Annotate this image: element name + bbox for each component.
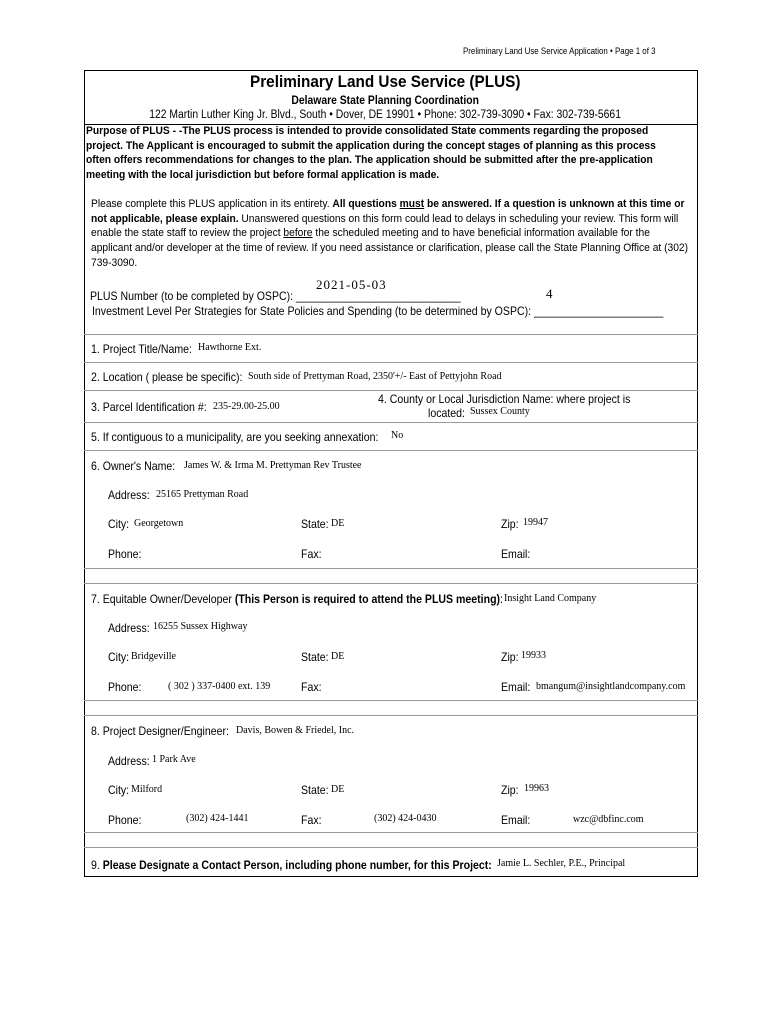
rule-q7-end bbox=[84, 700, 698, 701]
owner-email-label: Email: bbox=[501, 547, 531, 561]
engineer-city-field[interactable]: Milford bbox=[131, 784, 163, 795]
owner-address-field[interactable]: 25165 Prettyman Road bbox=[156, 489, 249, 500]
rule-q6 bbox=[84, 450, 698, 451]
developer-address-label: Address: bbox=[108, 621, 150, 635]
rule-q5 bbox=[84, 422, 698, 423]
developer-phone-label: Phone: bbox=[108, 680, 142, 694]
owner-phone-label: Phone: bbox=[108, 547, 142, 561]
developer-zip-field[interactable]: 19933 bbox=[521, 650, 546, 661]
owner-zip-label: Zip: bbox=[501, 517, 519, 531]
plus-date-field[interactable]: 2021-05-03 bbox=[316, 277, 387, 292]
rule-bottom bbox=[84, 876, 698, 877]
developer-fax-label: Fax: bbox=[301, 680, 322, 694]
rule-q9 bbox=[84, 847, 698, 848]
purpose-text: Purpose of PLUS - -The PLUS process is intended to provide consolidated State comments regarding the proposed project. The Applicant is encouraged to submit the application during the concept stages of planning as this process often offers recommendations for changes to the plan. The application should be submitted after the pre-application meeting with the local jurisdiction but before formal application is made. bbox=[86, 125, 656, 182]
developer-address-field[interactable]: 16255 Sussex Highway bbox=[153, 621, 248, 632]
instructions: Please complete this PLUS application in its entirety. All questions must be answered. If a question is unknown at this time or not applicable, please explain. Unanswered questions on this form could lead to delays in scheduling your review. This form will enable the state staff to review the project before the scheduled meeting and to have beneficial information available for the applicant and/or developer at the time of review. If you need assistance or clarification, please call the State Planning Office at (302) 739-3090. bbox=[91, 198, 689, 269]
engineer-fax-field[interactable]: (302) 424-0430 bbox=[374, 813, 437, 824]
annexation-field[interactable]: No bbox=[391, 430, 404, 441]
owner-zip-field[interactable]: 19947 bbox=[523, 517, 548, 528]
q8-label: 8. Project Designer/Engineer: bbox=[91, 724, 229, 738]
q6-label: 6. Owner's Name: bbox=[91, 459, 176, 473]
engineer-name-field[interactable]: Davis, Bowen & Friedel, Inc. bbox=[236, 725, 355, 736]
owner-state-field[interactable]: DE bbox=[331, 518, 345, 529]
engineer-zip-field[interactable]: 19963 bbox=[524, 783, 549, 794]
developer-email-field[interactable]: bmangum@insightlandcompany.com bbox=[536, 681, 686, 692]
developer-city-label: City: bbox=[108, 650, 130, 664]
agency-name: Delaware State Planning Coordination bbox=[291, 95, 479, 107]
owner-name-field[interactable]: James W. & Irma M. Prettyman Rev Trustee bbox=[184, 460, 362, 471]
q1-label: 1. Project Title/Name: bbox=[91, 342, 192, 356]
project-title-field[interactable]: Hawthorne Ext. bbox=[198, 342, 262, 353]
owner-city-field[interactable]: Georgetown bbox=[134, 518, 184, 529]
engineer-state-label: State: bbox=[301, 783, 329, 797]
owner-fax-label: Fax: bbox=[301, 547, 322, 561]
owner-address-label: Address: bbox=[108, 488, 150, 502]
engineer-phone-label: Phone: bbox=[108, 813, 142, 827]
developer-state-label: State: bbox=[301, 650, 329, 664]
q4-label: 4. County or Local Jurisdiction Name: where project is bbox=[378, 392, 631, 406]
developer-state-field[interactable]: DE bbox=[331, 651, 345, 662]
investment-level-label: Investment Level Per Strategies for State Policies and Spending (to be determined by OSPC): ______________________ bbox=[92, 304, 664, 318]
investment-level-field[interactable]: 4 bbox=[546, 286, 554, 301]
rule-q8-end bbox=[84, 832, 698, 833]
q3-label: 3. Parcel Identification #: bbox=[91, 400, 207, 414]
developer-email-label: Email: bbox=[501, 680, 531, 694]
form-title: Preliminary Land Use Service (PLUS) bbox=[249, 72, 521, 91]
q4-located-label: located: bbox=[428, 406, 465, 420]
q7-label: 7. Equitable Owner/Developer (This Person is required to attend the PLUS meeting): bbox=[91, 592, 503, 606]
developer-name-field[interactable]: Insight Land Company bbox=[504, 593, 597, 604]
rule-q8 bbox=[84, 715, 698, 716]
engineer-address-label: Address: bbox=[108, 754, 150, 768]
developer-phone-field[interactable]: ( 302 ) 337-0400 ext. 139 bbox=[168, 681, 271, 692]
jurisdiction-field[interactable]: Sussex County bbox=[470, 406, 530, 417]
contact-person-field[interactable]: Jamie L. Sechler, P.E., Principal bbox=[497, 858, 626, 869]
agency-address: 122 Martin Luther King Jr. Blvd., South • Dover, DE 19901 • Phone: 302-739-3090 • Fax: 302-739-5661 bbox=[149, 109, 621, 121]
engineer-address-field[interactable]: 1 Park Ave bbox=[152, 754, 196, 765]
rule-q6-end bbox=[84, 568, 698, 569]
developer-city-field[interactable]: Bridgeville bbox=[131, 651, 176, 662]
engineer-fax-label: Fax: bbox=[301, 813, 322, 827]
engineer-city-label: City: bbox=[108, 783, 130, 797]
owner-state-label: State: bbox=[301, 517, 329, 531]
q5-label: 5. If contiguous to a municipality, are you seeking annexation: bbox=[91, 430, 379, 444]
engineer-phone-field[interactable]: (302) 424-1441 bbox=[186, 813, 249, 824]
parcel-id-field[interactable]: 235-29.00-25.00 bbox=[213, 401, 280, 412]
page-header bbox=[463, 46, 682, 56]
engineer-email-label: Email: bbox=[501, 813, 531, 827]
developer-zip-label: Zip: bbox=[501, 650, 519, 664]
rule-q2 bbox=[84, 362, 698, 363]
location-field[interactable]: South side of Prettyman Road, 2350'+/- East of Pettyjohn Road bbox=[248, 371, 502, 382]
engineer-zip-label: Zip: bbox=[501, 783, 519, 797]
engineer-email-field[interactable]: wzc@dbfinc.com bbox=[573, 814, 644, 825]
engineer-state-field[interactable]: DE bbox=[331, 784, 345, 795]
q9-label: 9. Please Designate a Contact Person, including phone number, for this Project: bbox=[91, 858, 492, 872]
owner-city-label: City: bbox=[108, 517, 130, 531]
rule-q1 bbox=[84, 334, 698, 335]
plus-number-label: PLUS Number (to be completed by OSPC): ____________________________ bbox=[90, 289, 461, 303]
rule-q7 bbox=[84, 583, 698, 584]
q2-label: 2. Location ( please be specific): bbox=[91, 370, 243, 384]
page-label: Preliminary Land Use Service Application • Page 1 of 3 bbox=[463, 46, 656, 56]
